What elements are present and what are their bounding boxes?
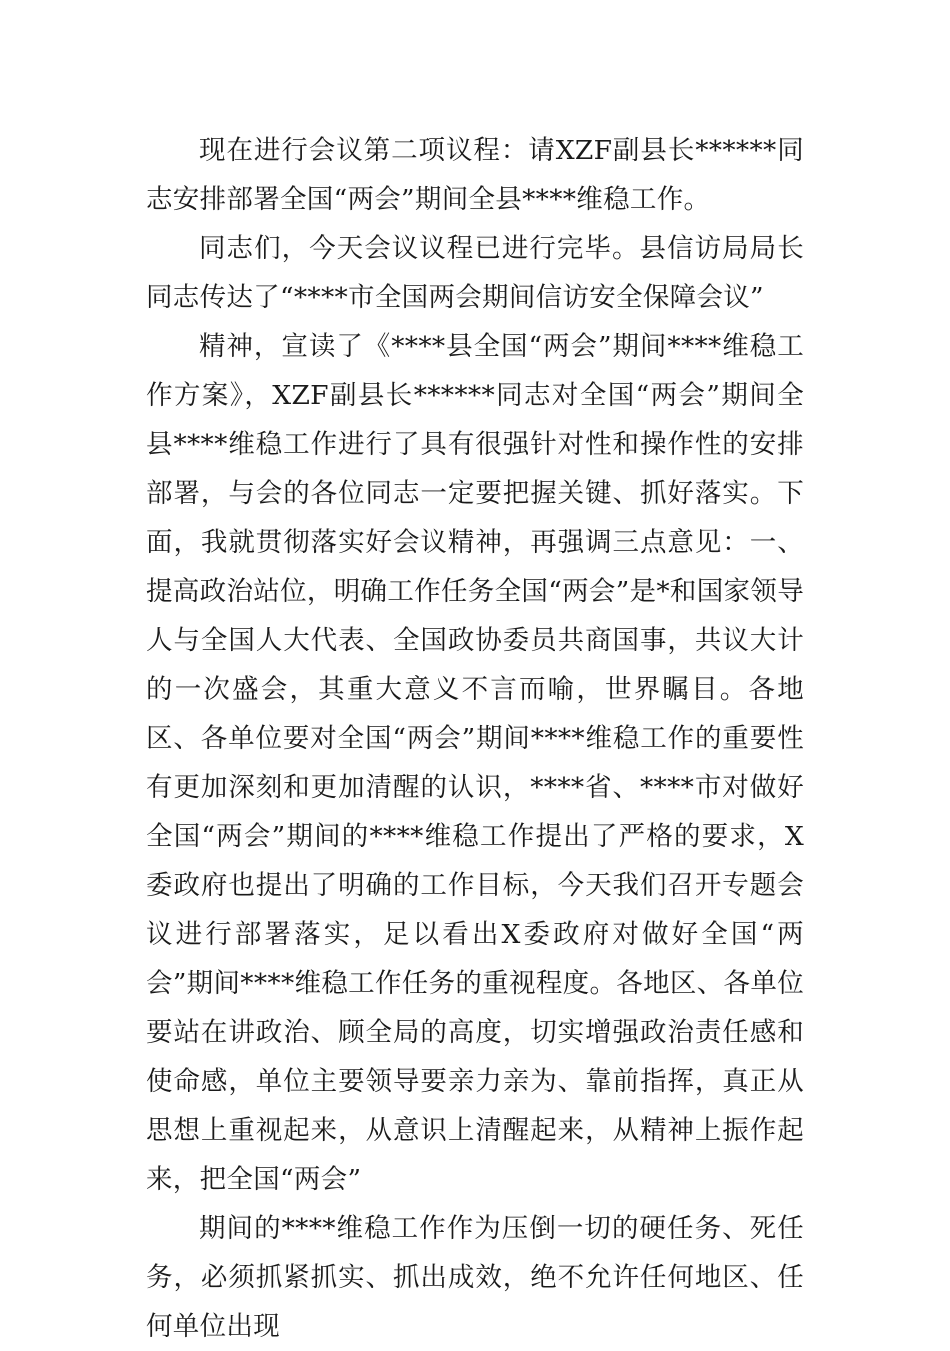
- paragraph-continuation: 期间的****维稳工作作为压倒一切的硬任务、死任务，必须抓紧抓实、抓出成效，绝不允许任何地区、任何单位出现: [146, 1213, 804, 1342]
- document-body: [146, 126, 804, 1351]
- paragraph-main-remarks: 精神，宣读了《****县全国“两会”期间****维稳工作方案》，XZF副县长******同志对全国“两会”期间全县****维稳工作进行了具有很强针对性和操作性的安排部署，与会的各位同志一定要把握关键、抓好落实。下面，我就贯彻落实好会议精神，再强调三点意见：一、提高政治站位，明确工作任务全国“两会”是*和国家领导人与全国人大代表、全国政协委员共商国事，共议大计的一次盛会，其重大意义不言而喻，世界瞩目。各地区、各单位要对全国“两会”期间****维稳工作的重要性有更加深刻和更加清醒的认识，****省、****市对做好全国“两会”期间的****维稳工作提出了严格的要求，X委政府也提出了明确的工作目标，今天我们召开专题会议进行部署落实，足以看出X委政府对做好全国“两会”期间****维稳工作任务的重视程度。各地区、各单位要站在讲政治、顾全局的高度，切实增强政治责任感和使命感，单位主要领导要亲力亲为、靠前指挥，真正从思想上重视起来，从意识上清醒起来，从精神上振作起来，把全国“两会”: [146, 331, 804, 1195]
- paragraph-agenda-item-two: 现在进行会议第二项议程：请XZF副县长******同志安排部署全国“两会”期间全县****维稳工作。: [146, 135, 804, 215]
- paragraph-agenda-complete: 同志们，今天会议议程已进行完毕。县信访局局长同志传达了“****市全国两会期间信访安全保障会议”: [146, 233, 804, 313]
